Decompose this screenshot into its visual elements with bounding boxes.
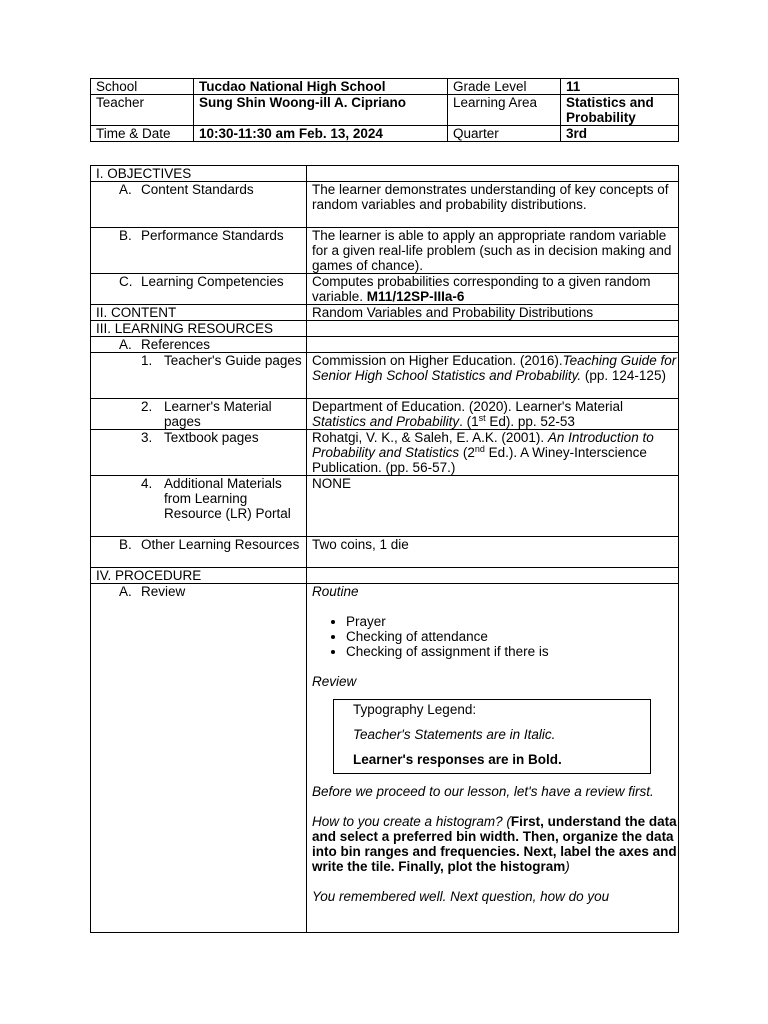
- list-item: • Checking of assignment if there is: [346, 644, 678, 659]
- review-label: A. Review: [91, 584, 307, 933]
- typography-legend-box: [333, 699, 651, 774]
- learner-answer: First, understand the data and select a preferred bin width. Then, organize the data into bin ranges and frequencies. Next, label the axes and write the tile. Finally, plot the histogram: [312, 814, 677, 874]
- item-number: A.: [119, 182, 132, 197]
- teachers-guide-reference: Commission on Higher Education. (2016).Teaching Guide for Senior High School Statistics and Probability. (pp. 124-125): [307, 353, 679, 399]
- quarter-label: Quarter: [448, 126, 561, 142]
- teacher-value: Sung Shin Woong-ill A. Cipriano: [194, 95, 448, 126]
- item-number: B.: [119, 537, 132, 552]
- empty-cell: [307, 321, 679, 337]
- grade-level-value: 11: [561, 79, 679, 95]
- empty-cell: [307, 568, 679, 584]
- other-resources-label: B. Other Learning Resources: [91, 537, 307, 568]
- next-question: You remembered well. Next question, how do you: [312, 889, 610, 904]
- additional-materials-label: 4. Additional Materials from Learning Resource (LR) Portal: [91, 476, 307, 537]
- quarter-value: 3rd: [561, 126, 679, 142]
- list-item: • Checking of attendance: [346, 629, 678, 644]
- performance-standards-label: B. Performance Standards: [91, 228, 307, 274]
- content-text: Random Variables and Probability Distributions: [307, 305, 679, 321]
- legend-title: Typography Legend:: [353, 702, 477, 717]
- references-label: A. References: [91, 337, 307, 353]
- histogram-question: How to you create a histogram? (First, understand the data and select a preferred bin width. Then, organize the data into bin ranges and frequencies. Next, label the axes and write the tile. Finally, plot the histogram): [312, 814, 677, 874]
- objectives-heading: I. OBJECTIVES: [91, 166, 307, 182]
- legend-learner: Learner's responses are in Bold.: [353, 752, 562, 767]
- item-number: 4.: [141, 476, 153, 491]
- item-number: B.: [119, 228, 132, 243]
- review-heading: Review: [312, 674, 357, 689]
- review-content: [307, 584, 679, 933]
- learners-material-reference: Department of Education. (2020). Learner's Material Statistics and Probability. (1st Ed). pp. 52-53: [307, 399, 679, 430]
- item-number: 3.: [141, 430, 153, 445]
- learning-area-value: Statistics and Probability: [561, 95, 679, 126]
- time-date-label: Time & Date: [91, 126, 194, 142]
- learning-competencies-label: C. Learning Competencies: [91, 274, 307, 305]
- lesson-plan-table: [90, 165, 679, 933]
- learning-competencies-text: Computes probabilities corresponding to a given random variable. M11/12SP-IIIa-6: [307, 274, 679, 305]
- routine-list: [312, 614, 678, 659]
- review-intro: Before we proceed to our lesson, let's have a review first.: [312, 784, 654, 799]
- item-number: A.: [119, 584, 132, 599]
- learning-area-label: Learning Area: [448, 95, 561, 126]
- legend-teacher: Teacher's Statements are in Italic.: [353, 727, 556, 742]
- item-number: C.: [119, 274, 133, 289]
- list-item: • Prayer: [346, 614, 678, 629]
- empty-cell: [307, 166, 679, 182]
- textbook-label: 3. Textbook pages: [91, 430, 307, 476]
- item-number: 1.: [141, 353, 153, 368]
- performance-standards-text: The learner is able to apply an appropriate random variable for a given real-life problem (such as in decision making and games of chance).: [307, 228, 679, 274]
- teacher-label: Teacher: [91, 95, 194, 126]
- other-resources-text: Two coins, 1 die: [307, 537, 679, 568]
- grade-level-label: Grade Level: [448, 79, 561, 95]
- school-value: Tucdao National High School: [194, 79, 448, 95]
- item-number: A.: [119, 337, 132, 352]
- learning-resources-heading: III. LEARNING RESOURCES: [91, 321, 307, 337]
- school-label: School: [91, 79, 194, 95]
- competency-code: M11/12SP-IIIa-6: [366, 289, 465, 304]
- learners-material-label: 2. Learner's Material pages: [91, 399, 307, 430]
- content-heading: II. CONTENT: [91, 305, 307, 321]
- routine-heading: Routine: [312, 584, 359, 599]
- content-standards-label: A. Content Standards: [91, 182, 307, 228]
- time-date-value: 10:30-11:30 am Feb. 13, 2024: [194, 126, 448, 142]
- item-number: 2.: [141, 399, 153, 414]
- content-standards-text: The learner demonstrates understanding of key concepts of random variables and probability distributions.: [307, 182, 679, 228]
- header-table: [90, 78, 679, 142]
- teachers-guide-label: 1. Teacher's Guide pages: [91, 353, 307, 399]
- procedure-heading: IV. PROCEDURE: [91, 568, 307, 584]
- additional-materials-text: NONE: [307, 476, 679, 537]
- empty-cell: [307, 337, 679, 353]
- textbook-reference: Rohatgi, V. K., & Saleh, E. A.K. (2001). An Introduction to Probability and Statistics (2nd Ed.). A Winey-Interscience Publication. (pp. 56-57.): [307, 430, 679, 476]
